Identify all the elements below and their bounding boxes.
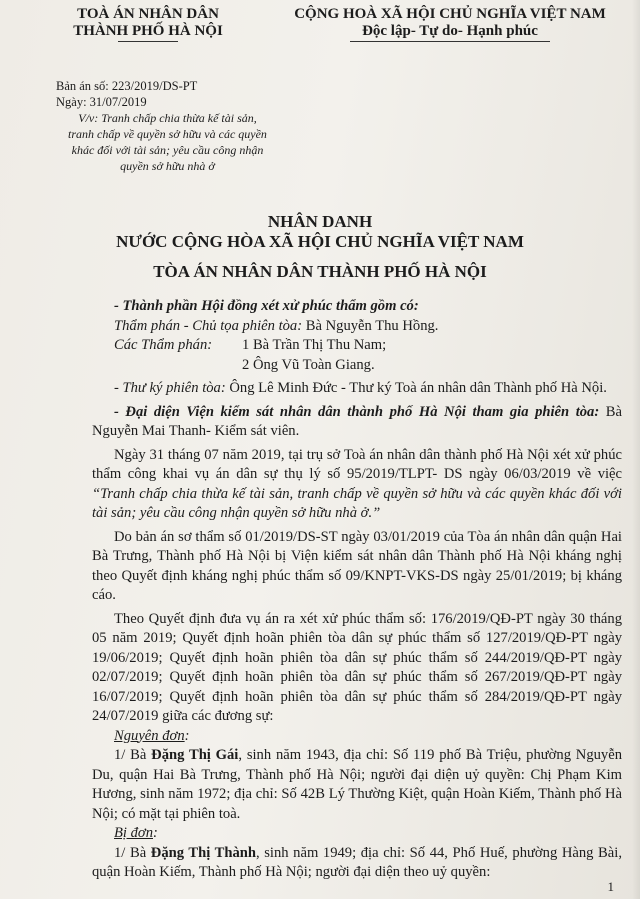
plaintiff-name: Đặng Thị Gái	[151, 747, 239, 763]
motto-rule	[350, 41, 550, 42]
title-court: TÒA ÁN NHÂN DÂN THÀNH PHỐ HÀ NỘI	[153, 262, 487, 281]
clerk-text: Ông Lê Minh Đức - Thư ký Toà án nhân dân Thành phố Hà Nội.	[225, 380, 607, 396]
nation-name: CỘNG HOÀ XÃ HỘI CHỦ NGHĨA VIỆT NAM	[294, 6, 606, 22]
title-republic: NƯỚC CỘNG HÒA XÃ HỘI CHỦ NGHĨA VIỆT NAM	[116, 232, 524, 251]
plaintiff-heading-text: Nguyên đơn	[114, 727, 185, 744]
judges-row	[92, 336, 622, 356]
case-meta	[56, 78, 271, 174]
paragraph-decisions: Theo Quyết định đưa vụ án ra xét xử phúc thẩm số: 176/2019/QĐ-PT ngày 30 tháng 05 năm 2019; Quyết định hoãn phiên tòa dân sự phúc thẩm số 127/2019/QĐ-PT ngày 19/06/2019; Quyết định hoãn phiên tòa dân sự phúc thẩm số 244/2019/QĐ-PT ngày 02/07/2019; Quyết định hoãn phiên tòa dân sự phúc thẩm số 267/2019/QĐ-PT ngày 16/07/2019; Quyết định hoãn phiên tòa dân sự phúc thẩm số 284/2019/QĐ-PT ngày 24/07/2019 giữa các đương sự:	[92, 610, 622, 724]
defendant-text: , sinh năm 1949; địa chỉ: Số 44, Phố Huế, phường Hàng Bài, quận Hoàn Kiếm, Thành phố Hà Nội; người đại diện theo uỷ quyền:	[92, 844, 622, 880]
paragraph-appeal: Do bản án sơ thẩm số 01/2019/DS-ST ngày 03/01/2019 của Tòa án nhân dân quận Hai Bà Trưng, Thành phố Hà Nội bị Viện kiểm sát nhân dân Thành phố Hà Nội kháng nghị theo Quyết định kháng nghị phúc thẩm số 09/KNPT-VKS-DS ngày 25/01/2019; bị kháng cáo.	[92, 528, 622, 603]
paragraph-hearing	[92, 446, 622, 524]
judges-label-spacer	[114, 356, 242, 376]
presiding-judge	[92, 317, 622, 337]
nation-motto: Độc lập- Tự do- Hạnh phúc	[362, 23, 538, 39]
procuracy-label: - Đại diện Viện kiểm sát nhân dân thành phố Hà Nội tham gia phiên tòa:	[114, 403, 600, 420]
presiding-label: Thẩm phán - Chủ tọa phiên tòa:	[114, 317, 303, 334]
court-header-rule	[118, 41, 178, 42]
clerk	[92, 379, 622, 399]
defendant-paragraph	[92, 844, 622, 883]
defendant-prefix: 1/ Bà	[114, 844, 151, 861]
defendant-heading-text: Bị đơn	[114, 825, 153, 841]
case-subject: V/v: Tranh chấp chia thừa kế tài sản, tranh chấp về quyền sở hữu và các quyền khác đối với tài sản; yêu cầu công nhận quyền sở hữu nhà ở	[68, 111, 267, 173]
procuracy-text: Bà Nguyễn Mai Thanh- Kiểm sát viên.	[92, 403, 622, 439]
page-number: 1	[607, 879, 614, 894]
title-in-the-name: NHÂN DANH	[267, 212, 373, 231]
procuracy	[92, 403, 622, 442]
clerk-label: - Thư ký phiên tòa:	[114, 380, 226, 396]
plaintiff-text: , sinh năm 1943, địa chỉ: Số 119 phố Bà Triệu, phường Nguyễn Du, quận Hai Bà Trưng, Thành phố Hà Nội; người đại diện uỷ quyền: Chị Phạm Kim Hương, sinh năm 1972; địa chỉ: Số 42B Lý Thường Kiệt, quận Hoàn Kiếm, Thành phố Hà Nội; có mặt tại phiên toà.	[92, 747, 622, 822]
judgment-body	[92, 297, 622, 883]
hearing-text: Ngày 31 tháng 07 năm 2019, tại trụ sở Toà án nhân dân thành phố Hà Nội xét xử phúc thẩm công khai vụ án dân sự thụ lý số 95/2019/TLPT- DS ngày 06/03/2019 về việc	[92, 446, 622, 482]
panel-heading: - Thành phần Hội đồng xét xử phúc thẩm gồm có:	[114, 298, 419, 314]
defendant-heading: Bị đơn:	[114, 825, 158, 841]
judgment-title	[0, 212, 640, 252]
judges-row-2	[92, 356, 622, 376]
case-number: Bản án số: 223/2019/DS-PT	[56, 79, 198, 93]
case-date: Ngày: 31/07/2019	[56, 95, 147, 109]
presiding-name: Bà Nguyễn Thu Hồng.	[302, 317, 439, 334]
judge-2: 2 Ông Vũ Toàn Giang.	[242, 356, 375, 373]
nation-header	[270, 6, 630, 42]
page-edge-shadow	[632, 0, 640, 899]
plaintiff-paragraph	[92, 746, 622, 824]
court-header	[58, 6, 238, 42]
judge-1: 1 Bà Trần Thị Thu Nam;	[242, 337, 387, 353]
plaintiff-heading: Nguyên đơn:	[114, 727, 190, 744]
plaintiff-prefix: 1/ Bà	[114, 747, 152, 763]
court-name-line2: THÀNH PHỐ HÀ NỘI	[73, 23, 223, 39]
judges-label: Các Thẩm phán:	[114, 337, 213, 353]
defendant-name: Đặng Thị Thành	[150, 844, 256, 861]
court-name-line1: TOÀ ÁN NHÂN DÂN	[77, 6, 219, 22]
hearing-quote: “Tranh chấp chia thừa kế tài sản, tranh chấp về quyền sở hữu và các quyền khác đối với tài sản; yêu cầu công nhận quyền sở hữu nhà ở.”	[92, 485, 622, 521]
